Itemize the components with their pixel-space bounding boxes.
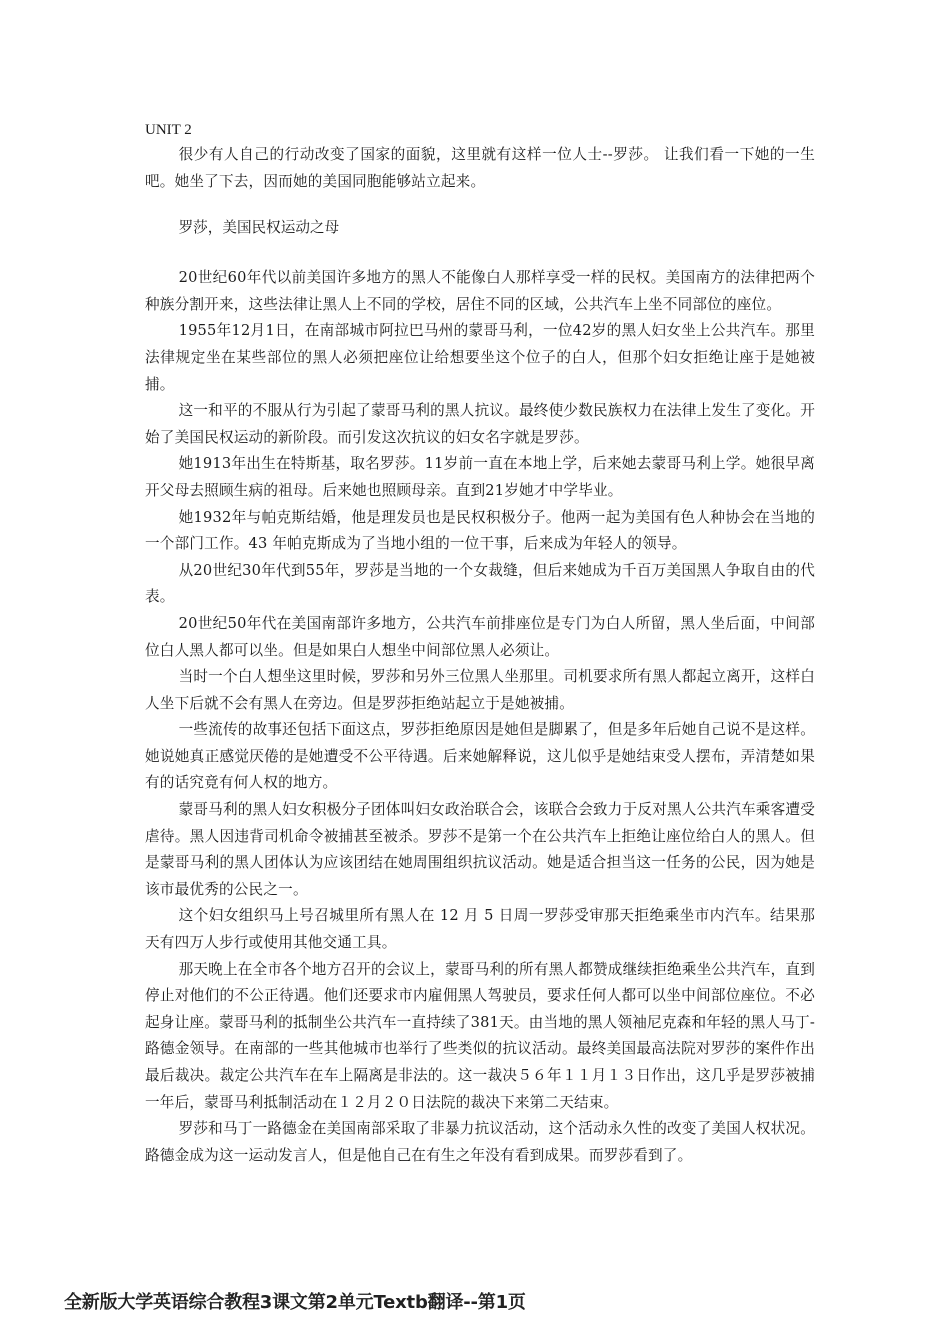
paragraph: 这一和平的不服从行为引起了蒙哥马利的黑人抗议。最终使少数民族权力在法律上发生了变化。开始了美国民权运动的新阶段。而引发这次抗议的妇女名字就是罗莎。 (145, 402, 815, 446)
paragraph: 她1932年与帕克斯结婚，他是理发员也是民权积极分子。他两一起为美国有色人种协会在当地的一个部门工作。43 年帕克斯成为了当地小组的一位干事，后来成为年轻人的领导。 (145, 508, 815, 553)
paragraph: 20世纪50年代在美国南部许多地方，公共汽车前排座位是专门为白人所留，黑人坐后面，中间部位白人黑人都可以坐。但是如果白人想坐中间部位黑人必须让。 (145, 614, 815, 659)
intro-paragraph: 很少有人自己的行动改变了国家的面貌，这里就有这样一位人士--罗莎。 让我们看一下她的一生吧。她坐了下去，因而她的美国同胞能够站立起来。 (145, 146, 815, 190)
paragraph: 那天晚上在全市各个地方召开的会议上，蒙哥马利的所有黑人都赞成继续拒绝乘坐公共汽车，直到停止对他们的不公正待遇。他们还要求市内雇佣黑人驾驶员，要求任何人都可以坐中间部位座位。不必起身让座。蒙哥马利的抵制坐公共汽车一直持续了381天。由当地的黑人领袖尼克森和年轻的黑人马丁-路德金领导。在南部的一些其他城市也举行了些类似的抗议活动。最终美国最高法院对罗莎的案件作出最后裁决。裁定公共汽车在车上隔离是非法的。这一裁决５６年１１月１３日作出，这几乎是罗莎被捕一年后，蒙哥马利抵制活动在１２月２０日法院的裁决下来第二天结束。 (145, 960, 815, 1111)
paragraph: 她1913年出生在特斯基，取名罗莎。11岁前一直在本地上学，后来她去蒙哥马利上学。她很早离开父母去照顾生病的祖母。后来她也照顾母亲。直到21岁她才中学毕业。 (145, 455, 815, 499)
paragraph: 蒙哥马利的黑人妇女积极分子团体叫妇女政治联合会，该联合会致力于反对黑人公共汽车乘客遭受虐待。黑人因违背司机命令被捕甚至被杀。罗莎不是第一个在公共汽车上拒绝让座位给白人的黑人。但是蒙哥马利的黑人团体认为应该团结在她周围组织抗议活动。她是适合担当这一任务的公民，因为她是该市最优秀的公民之一。 (145, 801, 815, 898)
paragraph: 1955年12月1日，在南部城市阿拉巴马州的蒙哥马利，一位42岁的黑人妇女坐上公共汽车。那里法律规定坐在某些部位的黑人必须把座位让给想要坐这个位子的白人，但那个妇女拒绝让座于是她被捕。 (145, 322, 815, 393)
article-paragraphs (145, 265, 815, 1169)
page-footer-caption: 全新版大学英语综合教程3课文第2单元Textb翻译--第1页 (64, 1292, 526, 1313)
paragraph: 从20世纪30年代到55年，罗莎是当地的一个女裁缝，但后来她成为千百万美国黑人争取自由的代表。 (145, 561, 815, 606)
unit-heading: UNIT 2 (145, 122, 192, 138)
paragraph: 这个妇女组织马上号召城里所有黑人在 12 月 5 日周一罗莎受审那天拒绝乘坐市内汽车。结果那天有四万人步行或使用其他交通工具。 (145, 907, 815, 952)
paragraph: 当时一个白人想坐这里时候，罗莎和另外三位黑人坐那里。司机要求所有黑人都起立离开，这样白人坐下后就不会有黑人在旁边。但是罗莎拒绝站起立于是她被捕。 (145, 668, 815, 712)
paragraph: 罗莎和马丁一路德金在美国南部采取了非暴力抗议活动，这个活动永久性的改变了美国人权状况。路德金成为这一运动发言人，但是他自己在有生之年没有看到成果。而罗莎看到了。 (145, 1120, 815, 1164)
paragraph: 一些流传的故事还包括下面这点，罗莎拒绝原因是她但是脚累了，但是多年后她自己说不是这样。她说她真正感觉厌倦的是她遭受不公平待遇。后来她解释说，这儿似乎是她结束受人摆布，弄清楚如果有的话究竟有何人权的地方。 (145, 721, 815, 792)
article-title: 罗莎，美国民权运动之母 (178, 219, 340, 237)
paragraph: 20世纪60年代以前美国许多地方的黑人不能像白人那样享受一样的民权。美国南方的法律把两个种族分割开来，这些法律让黑人上不同的学校，居住不同的区域，公共汽车上坐不同部位的座位。 (145, 269, 815, 313)
document-body (145, 118, 815, 1169)
